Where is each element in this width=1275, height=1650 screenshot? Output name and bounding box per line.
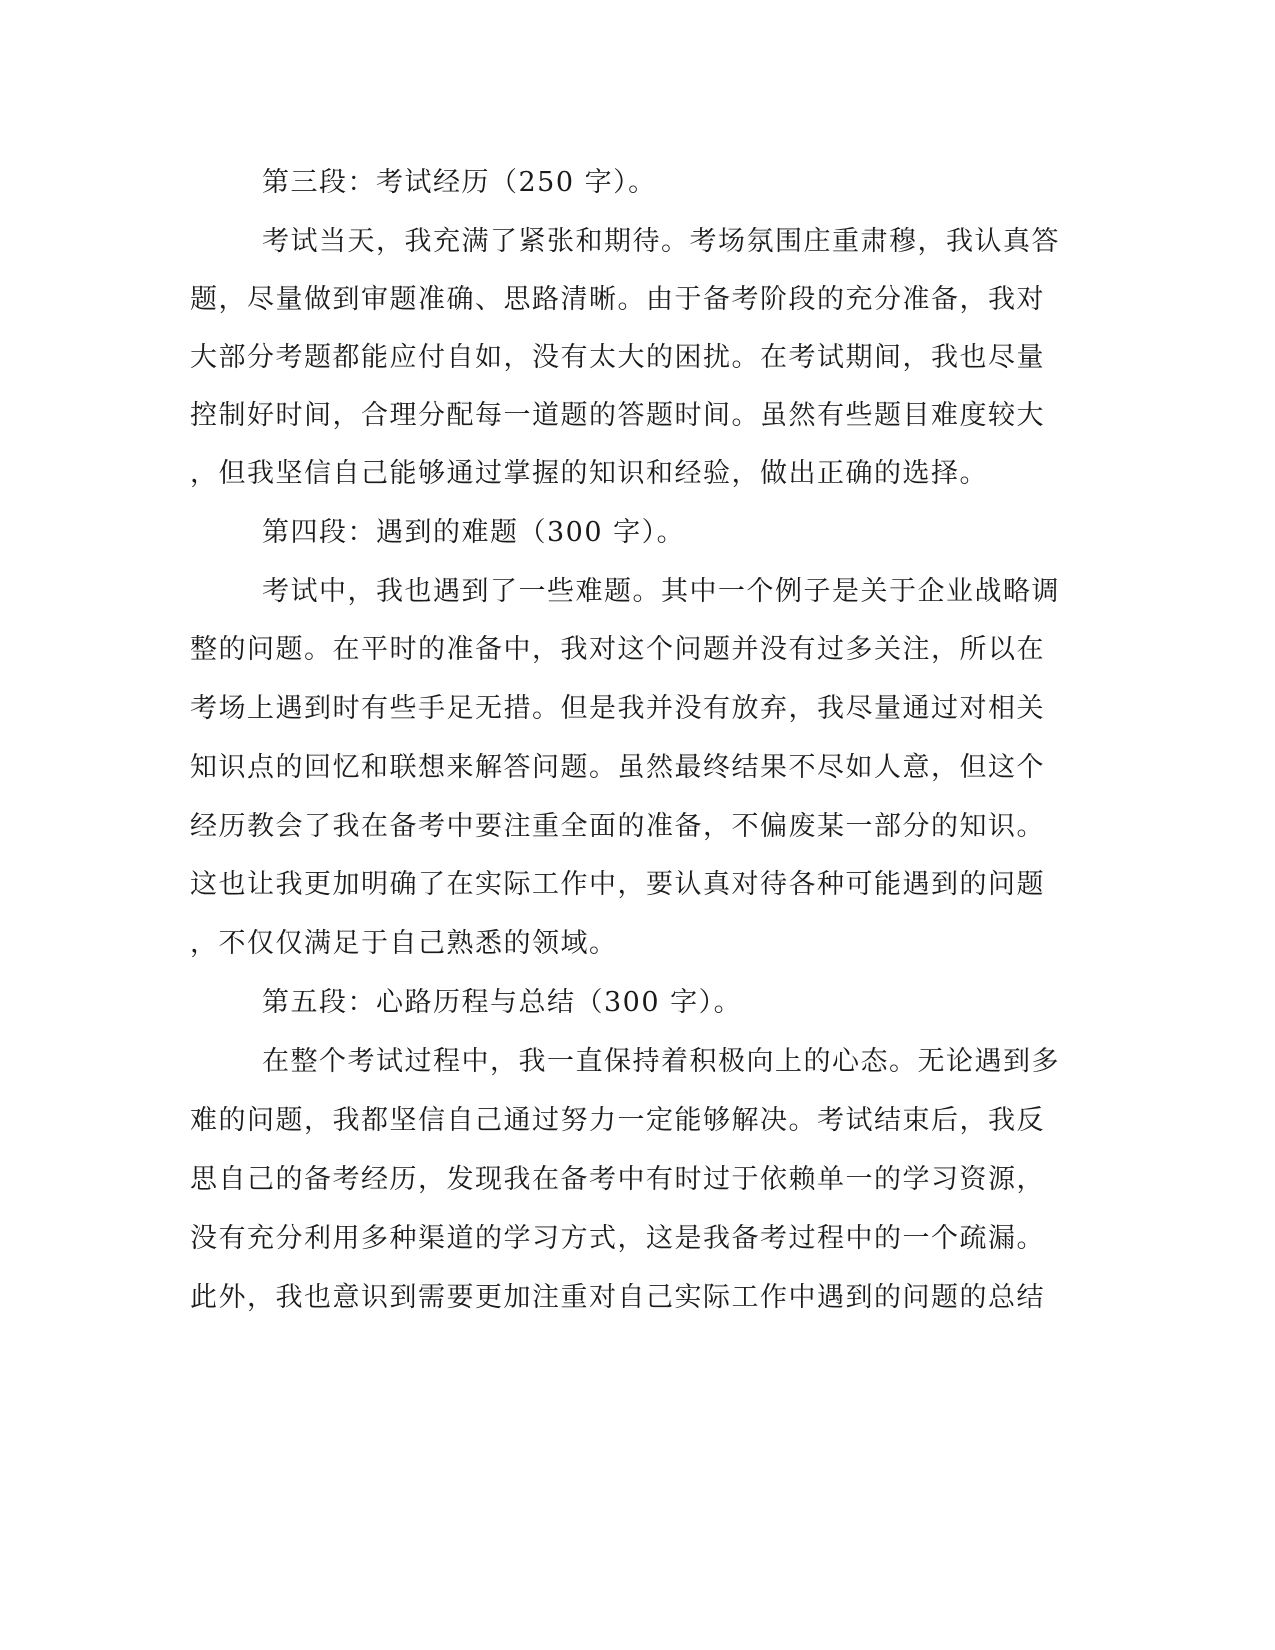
paragraph-line: 没有充分利用多种渠道的学习方式，这是我备考过程中的一个疏漏。	[190, 1223, 1045, 1254]
section-heading-4: 第四段：遇到的难题（300 字）。	[262, 517, 686, 548]
paragraph-line: 整的问题。在平时的准备中，我对这个问题并没有过多关注，所以在	[190, 634, 1045, 665]
paragraph-line: ，但我坚信自己能够通过掌握的知识和经验，做出正确的选择。	[190, 458, 988, 489]
paragraph-line: 这也让我更加明确了在实际工作中，要认真对待各种可能遇到的问题	[190, 869, 1045, 900]
paragraph-line: ，不仅仅满足于自己熟悉的领域。	[190, 928, 618, 959]
section-heading-3: 第三段：考试经历（250 字）。	[262, 167, 657, 198]
paragraph-line: 知识点的回忆和联想来解答问题。虽然最终结果不尽如人意，但这个	[190, 752, 1045, 783]
paragraph-line: 控制好时间，合理分配每一道题的答题时间。虽然有些题目难度较大	[190, 400, 1045, 431]
paragraph-line: 大部分考题都能应付自如，没有太大的困扰。在考试期间，我也尽量	[190, 342, 1045, 373]
paragraph-line: 思自己的备考经历，发现我在备考中有时过于依赖单一的学习资源，	[190, 1164, 1045, 1195]
paragraph-line: 难的问题，我都坚信自己通过努力一定能够解决。考试结束后，我反	[190, 1105, 1045, 1136]
paragraph-line: 题，尽量做到审题准确、思路清晰。由于备考阶段的充分准备，我对	[190, 284, 1045, 315]
paragraph-line: 考试当天，我充满了紧张和期待。考场氛围庄重肃穆，我认真答	[262, 226, 1060, 257]
paragraph-line: 经历教会了我在备考中要注重全面的准备，不偏废某一部分的知识。	[190, 811, 1045, 842]
paragraph-line: 在整个考试过程中，我一直保持着积极向上的心态。无论遇到多	[262, 1046, 1060, 1077]
paragraph-line: 考场上遇到时有些手足无措。但是我并没有放弃，我尽量通过对相关	[190, 693, 1045, 724]
paragraph-line: 考试中，我也遇到了一些难题。其中一个例子是关于企业战略调	[262, 576, 1060, 607]
section-heading-5: 第五段：心路历程与总结（300 字）。	[262, 987, 743, 1018]
paragraph-line: 此外，我也意识到需要更加注重对自己实际工作中遇到的问题的总结	[190, 1282, 1045, 1313]
